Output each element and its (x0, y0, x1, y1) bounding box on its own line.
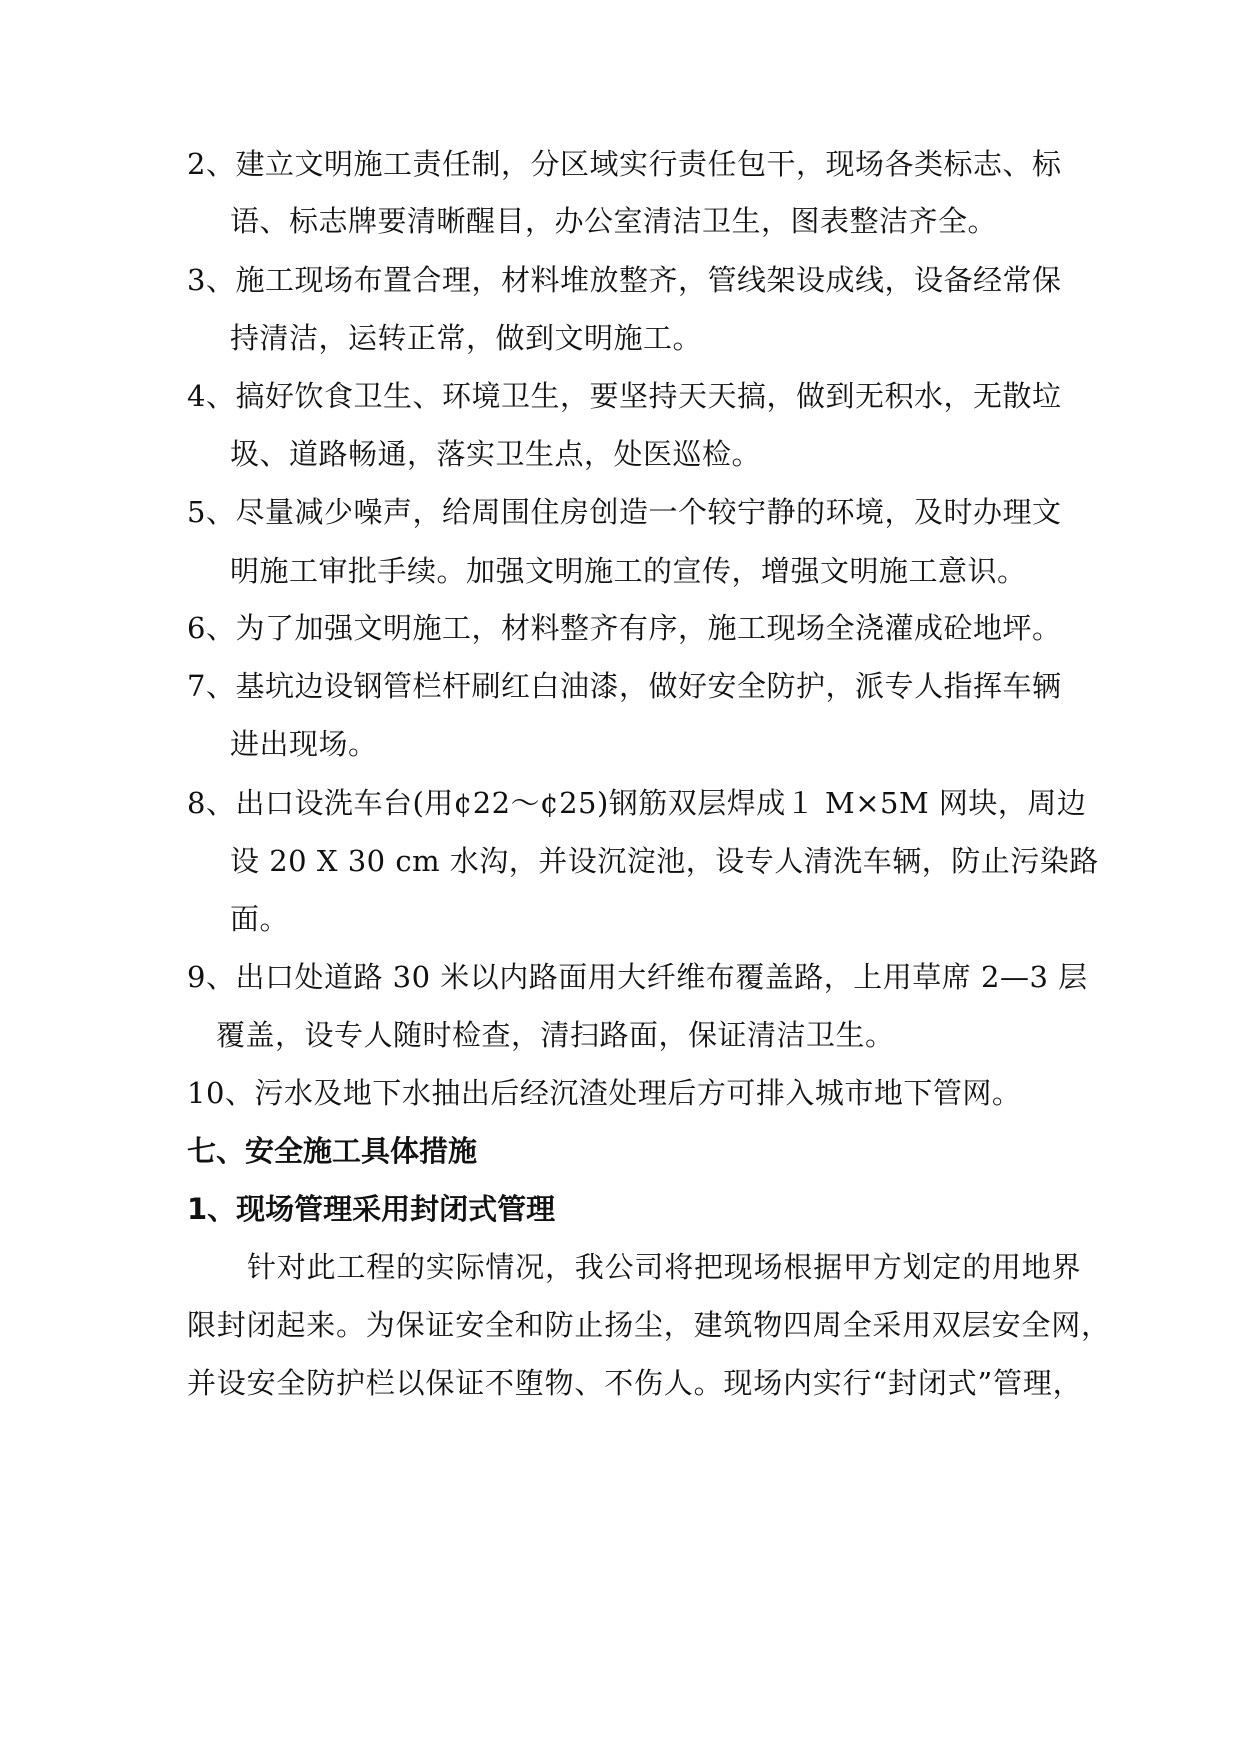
list-item-6-line-1: 6、为了加强文明施工，材料整齐有序，施工现场全浇灌成砼地坪。 (187, 611, 1062, 645)
list-item-3-line-2: 持清洁，运转正常，做到文明施工。 (230, 321, 703, 355)
list-item-4-line-1: 4、搞好饮食卫生、环境卫生，要坚持天天搞，做到无积水，无散垃 (187, 379, 1062, 413)
list-item-4-line-2: 圾、道路畅通，落实卫生点，处医巡检。 (230, 437, 762, 471)
subsection-heading: 1、现场管理采用封闭式管理 (187, 1192, 556, 1226)
list-item-7-line-2: 进出现场。 (230, 727, 378, 761)
list-item-9-line-1: 9、出口处道路 30 米以内路面用大纤维布覆盖路，上用草席 2—3 层 (187, 960, 1088, 994)
list-item-8-line-2: 设 20 X 30 cm 水沟，并设沉淀池，设专人清洗车辆，防止污染路 (230, 844, 1099, 878)
list-item-8-line-1: 8、出口设洗车台(用¢22～¢25)钢筋双层焊成１ M×5M 网块，周边 (187, 786, 1087, 820)
list-item-7-line-1: 7、基坑边设钢管栏杆刷红白油漆，做好安全防护，派专人指挥车辆 (187, 669, 1062, 703)
list-item-2-line-2: 语、标志牌要清晰醒目，办公室清洁卫生，图表整洁齐全。 (230, 204, 998, 238)
list-item-5-line-1: 5、尽量减少噪声，给周围住房创造一个较宁静的环境，及时办理文 (187, 495, 1062, 529)
paragraph-line-2: 限封闭起来。为保证安全和防止扬尘，建筑物四周全采用双层安全网， (187, 1308, 1111, 1342)
list-item-8-line-3: 面。 (230, 902, 290, 936)
list-item-3-line-1: 3、施工现场布置合理，材料堆放整齐，管线架设成线，设备经常保 (187, 263, 1062, 297)
list-item-2-line-1: 2、建立文明施工责任制，分区域实行责任包干，现场各类标志、标 (187, 147, 1062, 181)
list-item-9-line-2: 覆盖，设专人随时检查，清扫路面，保证清洁卫生。 (216, 1018, 895, 1052)
list-item-10-line-1: 10、污水及地下水抽出后经沉渣处理后方可排入城市地下管网。 (187, 1076, 1022, 1110)
list-item-5-line-2: 明施工审批手续。加强文明施工的宣传，增强文明施工意识。 (230, 554, 1027, 588)
paragraph-line-1: 针对此工程的实际情况，我公司将把现场根据甲方划定的用地界 (247, 1250, 1082, 1284)
section-heading: 七、安全施工具体措施 (187, 1134, 478, 1168)
paragraph-line-3: 并设安全防护栏以保证不堕物、不伤人。现场内实行“封闭式”管理， (187, 1366, 1083, 1400)
